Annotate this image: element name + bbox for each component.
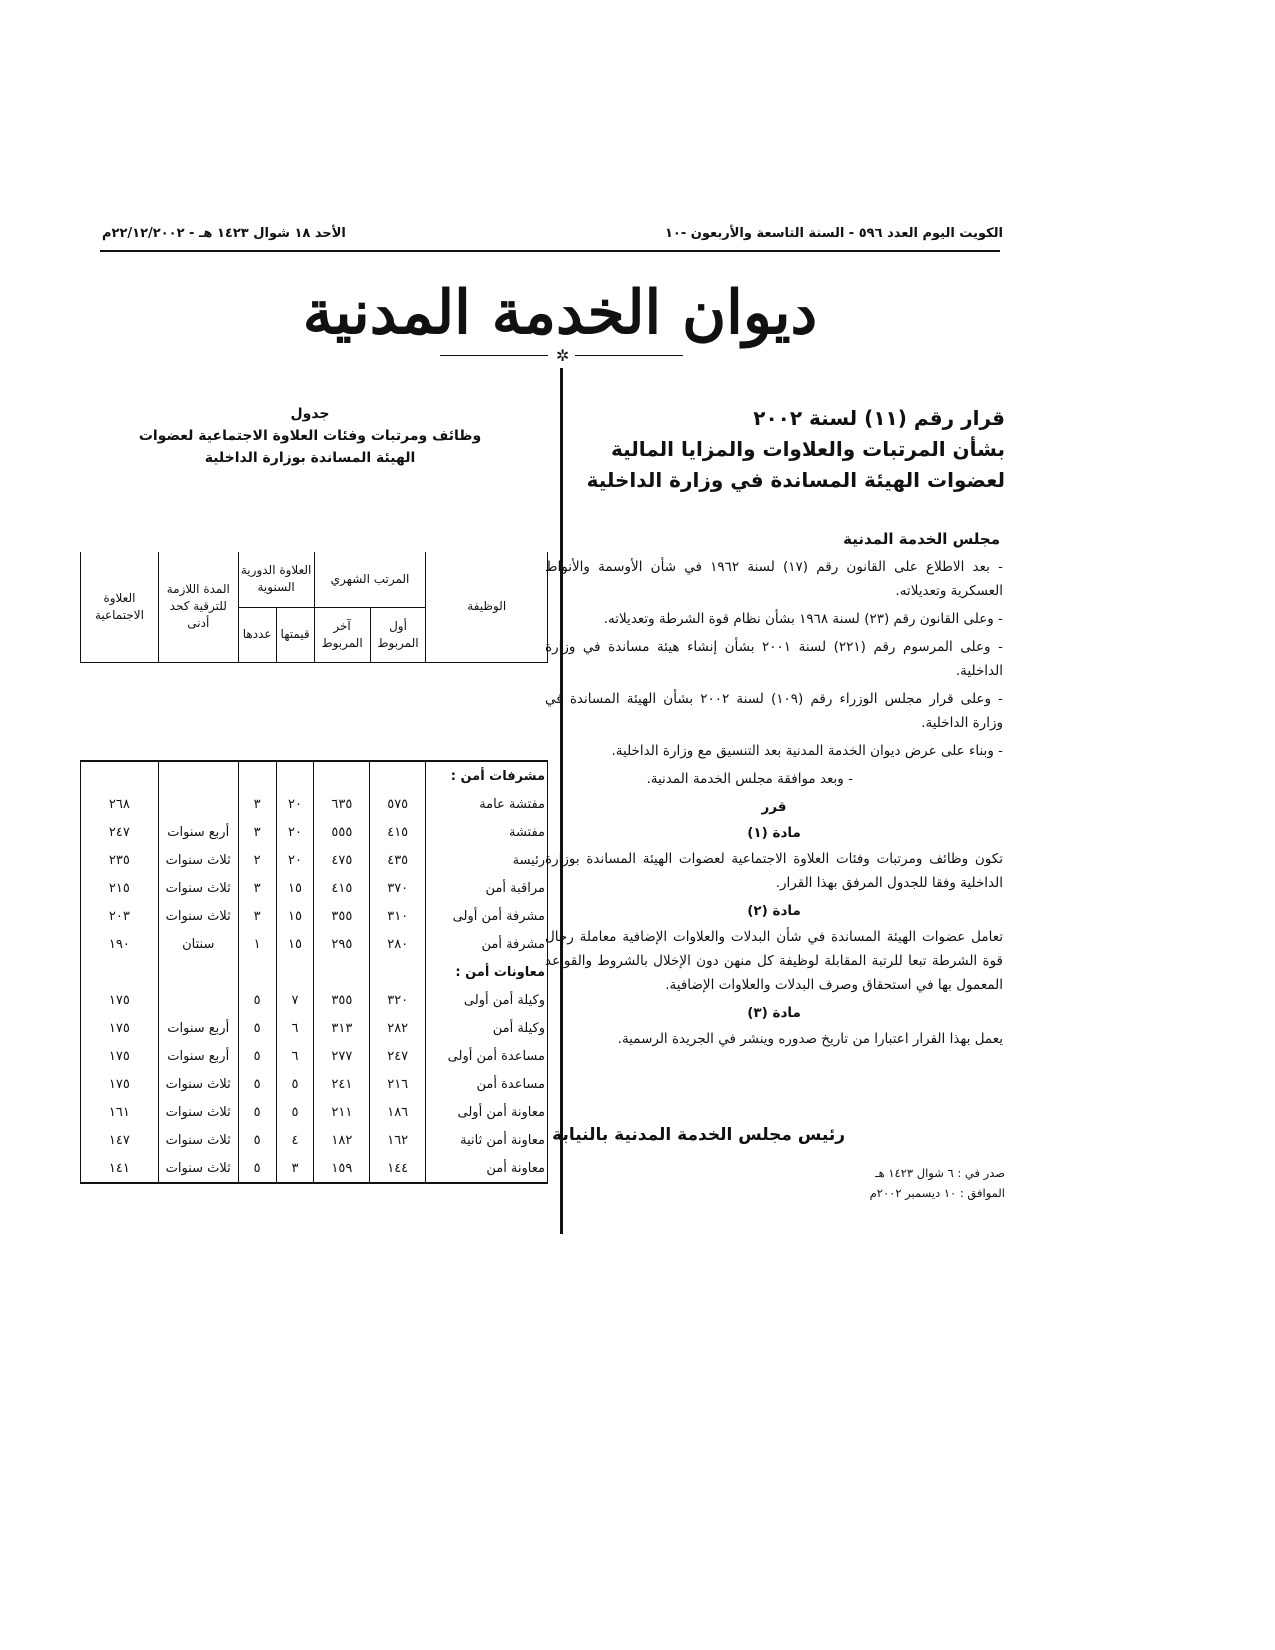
cell-job: معاونة أمن (426, 1154, 548, 1183)
cell-count: ٥ (238, 986, 276, 1014)
salary-table (80, 760, 548, 1184)
cell-period: أربع سنوات (158, 1042, 238, 1070)
cell-last: ٢٤١ (314, 1070, 370, 1098)
article-3-title: مادة (٣) (747, 1005, 801, 1021)
decision-body (545, 555, 1003, 1055)
cell-value: ٣ (276, 1154, 314, 1183)
header-first: أول المربوط (370, 607, 426, 662)
empty-cell (238, 761, 276, 790)
cell-first: ٣١٠ (370, 902, 426, 930)
table-row (81, 846, 548, 874)
cell-last: ٣٥٥ (314, 986, 370, 1014)
cell-value: ٦ (276, 1014, 314, 1042)
decision-title (545, 403, 1005, 496)
cell-social: ٢٤٧ (81, 818, 159, 846)
preamble-clause: - وعلى القانون رقم (٢٣) لسنة ١٩٦٨ بشأن نظام قوة الشرطة وتعديلاته. (603, 611, 1003, 627)
decided-heading: قرر (761, 799, 787, 815)
cell-first: ٥٧٥ (370, 790, 426, 818)
cell-social: ١٤٧ (81, 1126, 159, 1154)
table-row (81, 1070, 548, 1098)
table-row (81, 790, 548, 818)
cell-count: ٣ (238, 818, 276, 846)
cell-value: ٢٠ (276, 790, 314, 818)
cell-social: ٢٠٣ (81, 902, 159, 930)
cell-period: ثلاث سنوات (158, 1126, 238, 1154)
header-social: العلاوة الاجتماعية (81, 552, 159, 662)
preamble-clause: - وعلى قرار مجلس الوزراء رقم (١٠٩) لسنة ٢٠٠٢ بشأن الهيئة المساندة في وزارة الداخلية. (545, 691, 1003, 731)
section-label: معاونات أمن : (426, 958, 548, 986)
table-row (81, 1126, 548, 1154)
cell-first: ١٦٢ (370, 1126, 426, 1154)
cell-first: ٤١٥ (370, 818, 426, 846)
cell-value: ٥ (276, 1070, 314, 1098)
section-label: مشرفات أمن : (426, 761, 548, 790)
empty-cell (370, 761, 426, 790)
cell-job: مساعدة أمن (426, 1070, 548, 1098)
cell-last: ٢٩٥ (314, 930, 370, 958)
cell-social: ١٧٥ (81, 1014, 159, 1042)
cell-last: ١٨٢ (314, 1126, 370, 1154)
empty-cell (158, 958, 238, 986)
cell-social: ١٦١ (81, 1098, 159, 1126)
masthead-title: ديوان الخدمة المدنية (302, 278, 818, 348)
cell-last: ١٥٩ (314, 1154, 370, 1183)
cell-social: ٢٣٥ (81, 846, 159, 874)
cell-first: ٤٣٥ (370, 846, 426, 874)
cell-social: ١٩٠ (81, 930, 159, 958)
table-row (81, 986, 548, 1014)
cell-last: ٢٧٧ (314, 1042, 370, 1070)
empty-cell (81, 958, 159, 986)
cell-social: ١٧٥ (81, 1042, 159, 1070)
table-title-line: جدول (290, 406, 330, 422)
cell-count: ٣ (238, 902, 276, 930)
cell-job: مشرفة أمن (426, 930, 548, 958)
cell-last: ٣١٣ (314, 1014, 370, 1042)
cell-period: أربع سنوات (158, 1014, 238, 1042)
header-last: آخر المربوط (314, 607, 370, 662)
masthead-rule-right (575, 355, 683, 356)
cell-first: ٢٨٢ (370, 1014, 426, 1042)
cell-count: ٥ (238, 1070, 276, 1098)
table-row (81, 902, 548, 930)
empty-cell (238, 958, 276, 986)
article-2-text: تعامل عضوات الهيئة المساندة في شأن البدلات والعلاوات الإضافية معاملة رجال قوة الشرطة تبعا للرتبة المقابلة لوظيفة كل منهن دون الإخلال بالشروط والقواعد المعمول بها في استحقاق وصرف البدلات والعلاوات الإضافية. (545, 929, 1003, 993)
cell-count: ٥ (238, 1098, 276, 1126)
cell-last: ٦٣٥ (314, 790, 370, 818)
cell-social: ٢٦٨ (81, 790, 159, 818)
cell-first: ٣٧٠ (370, 874, 426, 902)
header-value: قيمتها (276, 607, 314, 662)
cell-first: ٢٤٧ (370, 1042, 426, 1070)
issued-gregorian: الموافق : ١٠ ديسمبر ٢٠٠٢م (869, 1186, 1005, 1200)
decision-title-line: لعضوات الهيئة المساندة في وزارة الداخلية (586, 468, 1005, 492)
article-1-text: تكون وظائف ومرتبات وفئات العلاوة الاجتماعية لعضوات الهيئة المساندة بوزارة الداخلية وفقا للجدول المرفق بهذا القرار. (545, 851, 1003, 891)
cell-job: وكيلة أمن أولى (426, 986, 548, 1014)
cell-period: ثلاث سنوات (158, 1098, 238, 1126)
preamble-clause: - وبعد موافقة مجلس الخدمة المدنية. (646, 771, 853, 787)
issue-date-block (870, 1163, 1005, 1203)
table-row (81, 1042, 548, 1070)
cell-job: مشرفة أمن أولى (426, 902, 548, 930)
preamble-clause: - بعد الاطلاع على القانون رقم (١٧) لسنة ١٩٦٢ في شأن الأوسمة والأنواط العسكرية وتعديلاته. (545, 559, 1003, 599)
table-row (81, 874, 548, 902)
table-section-row (81, 958, 548, 986)
table-title-line: وظائف ومرتبات وفئات العلاوة الاجتماعية لعضوات (138, 428, 482, 444)
header-job: الوظيفة (426, 552, 548, 662)
header-count: عددها (238, 607, 276, 662)
cell-first: ١٨٦ (370, 1098, 426, 1126)
cell-last: ٤٧٥ (314, 846, 370, 874)
header-issue-info: الكويت اليوم العدد ٥٩٦ - السنة التاسعة والأربعون -١٠ (664, 226, 1003, 241)
cell-value: ٢٠ (276, 846, 314, 874)
empty-cell (314, 761, 370, 790)
cell-social: ١٧٥ (81, 986, 159, 1014)
cell-value: ٧ (276, 986, 314, 1014)
table-row (81, 930, 548, 958)
cell-job: مساعدة أمن أولى (426, 1042, 548, 1070)
cell-period: سنتان (158, 930, 238, 958)
table-row (81, 1014, 548, 1042)
cell-period: أربع سنوات (158, 818, 238, 846)
preamble-clause: - وعلى المرسوم رقم (٢٢١) لسنة ٢٠٠١ بشأن إنشاء هيئة مساندة في وزارة الداخلية. (545, 639, 1004, 679)
table-row (81, 1098, 548, 1126)
empty-cell (276, 958, 314, 986)
cell-first: ٢١٦ (370, 1070, 426, 1098)
cell-last: ٣٥٥ (314, 902, 370, 930)
cell-period: ثلاث سنوات (158, 874, 238, 902)
cell-count: ٣ (238, 874, 276, 902)
cell-period: ثلاث سنوات (158, 1154, 238, 1183)
cell-job: مفتشة (426, 818, 548, 846)
cell-job: مفتشة عامة (426, 790, 548, 818)
cell-period (158, 790, 238, 818)
preamble-clause: - وبناء على عرض ديوان الخدمة المدنية بعد التنسيق مع وزارة الداخلية. (611, 743, 1003, 759)
header-period: المدة اللازمة للترقية كحد أدنى (158, 552, 238, 662)
cell-period: ثلاث سنوات (158, 1070, 238, 1098)
empty-cell (276, 761, 314, 790)
council-heading: مجلس الخدمة المدنية (843, 530, 1000, 548)
decision-title-line: قرار رقم (١١) لسنة ٢٠٠٢ (753, 406, 1005, 430)
article-1-title: مادة (١) (747, 825, 801, 841)
cell-first: ٣٢٠ (370, 986, 426, 1014)
cell-period (158, 986, 238, 1014)
header-salary: المرتب الشهري (314, 552, 426, 607)
cell-count: ١ (238, 930, 276, 958)
cell-value: ٢٠ (276, 818, 314, 846)
cell-last: ٢١١ (314, 1098, 370, 1126)
empty-cell (314, 958, 370, 986)
cell-first: ١٤٤ (370, 1154, 426, 1183)
cell-count: ٣ (238, 790, 276, 818)
table-row (81, 1154, 548, 1183)
header-rule (100, 250, 1000, 252)
cell-job: رئيسة (426, 846, 548, 874)
cell-job: وكيلة أمن (426, 1014, 548, 1042)
header-increment: العلاوة الدورية السنوية (238, 552, 314, 607)
cell-count: ٥ (238, 1014, 276, 1042)
cell-value: ٦ (276, 1042, 314, 1070)
empty-cell (370, 958, 426, 986)
signer: رئيس مجلس الخدمة المدنية بالنيابة (552, 1125, 845, 1145)
table-title (80, 403, 540, 469)
ornament-icon: ✲ (556, 346, 570, 365)
cell-count: ٢ (238, 846, 276, 874)
cell-social: ١٧٥ (81, 1070, 159, 1098)
cell-last: ٤١٥ (314, 874, 370, 902)
cell-value: ١٥ (276, 902, 314, 930)
cell-period: ثلاث سنوات (158, 846, 238, 874)
cell-count: ٥ (238, 1042, 276, 1070)
article-3-text: يعمل بهذا القرار اعتبارا من تاريخ صدوره وينشر في الجريدة الرسمية. (617, 1031, 1003, 1047)
cell-job: مراقبة أمن (426, 874, 548, 902)
cell-first: ٢٨٠ (370, 930, 426, 958)
cell-value: ١٥ (276, 930, 314, 958)
cell-value: ١٥ (276, 874, 314, 902)
cell-value: ٤ (276, 1126, 314, 1154)
cell-count: ٥ (238, 1126, 276, 1154)
table-row (81, 818, 548, 846)
cell-social: ٢١٥ (81, 874, 159, 902)
table-section-row (81, 761, 548, 790)
cell-social: ١٤١ (81, 1154, 159, 1183)
cell-last: ٥٥٥ (314, 818, 370, 846)
table-header (80, 552, 548, 663)
table-title-line: الهيئة المساندة بوزارة الداخلية (204, 450, 416, 466)
decision-title-line: بشأن المرتبات والعلاوات والمزايا المالية (610, 437, 1005, 461)
cell-value: ٥ (276, 1098, 314, 1126)
cell-count: ٥ (238, 1154, 276, 1183)
empty-cell (81, 761, 159, 790)
article-2-title: مادة (٢) (747, 903, 801, 919)
issued-hijri: صدر في : ٦ شوال ١٤٢٣ هـ (875, 1166, 1005, 1180)
cell-job: معاونة أمن أولى (426, 1098, 548, 1126)
header-date: الأحد ١٨ شوال ١٤٢٣ هـ - ٢٢/١٢/٢٠٠٢م (102, 226, 346, 241)
empty-cell (158, 761, 238, 790)
masthead-rule-left (440, 355, 548, 356)
cell-period: ثلاث سنوات (158, 902, 238, 930)
cell-job: معاونة أمن ثانية (426, 1126, 548, 1154)
